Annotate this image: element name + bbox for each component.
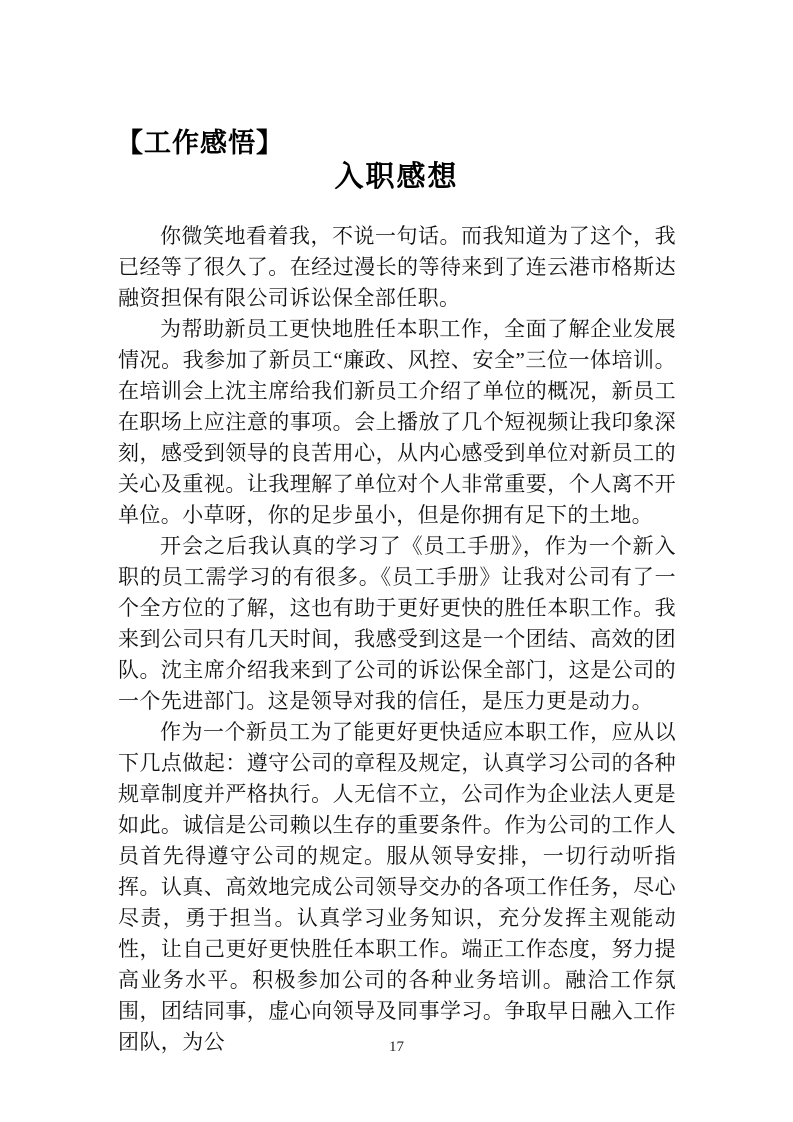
page-number: 17 [389, 1039, 404, 1055]
paragraph: 作为一个新员工为了能更好更快适应本职工作，应从以下几点做起：遵守公司的章程及规定，认真学习公司的各种规章制度并严格执行。人无信不立，公司作为企业法人更是如此。诚信是公司赖以生存的重要条件。作为公司的工作人员首先得遵守公司的规定。服从领导安排，一切行动听指挥。认真、高效地完成公司领导交办的各项工作任务，尽心尽责，勇于担当。认真学习业务知识，充分发挥主观能动性，让自己更好更快胜任本职工作。端正工作态度，努力提高业务水平。积极参加公司的各种业务培训。融洽工作氛围，团结同事，虚心向领导及同事学习。争取早日融入工作团队，为公 [118, 720, 676, 1054]
paragraph: 为帮助新员工更快地胜任本职工作，全面了解企业发展情况。我参加了新员工“廉政、风控、安全”三位一体培训。在培训会上沈主席给我们新员工介绍了单位的概况，新员工在职场上应注意的事项。会上播放了几个短视频让我印象深刻，感受到领导的良苦用心，从内心感受到单位对新员工的关心及重视。让我理解了单位对个人非常重要，个人离不开单位。小草呀，你的足步虽小，但是你拥有足下的土地。 [118, 317, 676, 527]
paragraph: 开会之后我认真的学习了《员工手册》，作为一个新入职的员工需学习的有很多。《员工手册》让我对公司有了一个全方位的了解，这也有助于更好更快的胜任本职工作。我来到公司只有几天时间，我感受到这是一个团结、高效的团队。沈主席介绍我来到了公司的诉讼保全部门，这是公司的一个先进部门。这是领导对我的信任，是压力更是动力。 [118, 534, 676, 713]
document-body [118, 221, 676, 1058]
section-header: 【工作感悟】 [116, 128, 284, 158]
paragraph: 你微笑地看着我，不说一句话。而我知道为了这个，我已经等了很久了。在经过漫长的等待来到了连云港市格斯达融资担保有限公司诉讼保全部任职。 [118, 224, 676, 310]
document-title: 入职感想 [334, 161, 459, 193]
